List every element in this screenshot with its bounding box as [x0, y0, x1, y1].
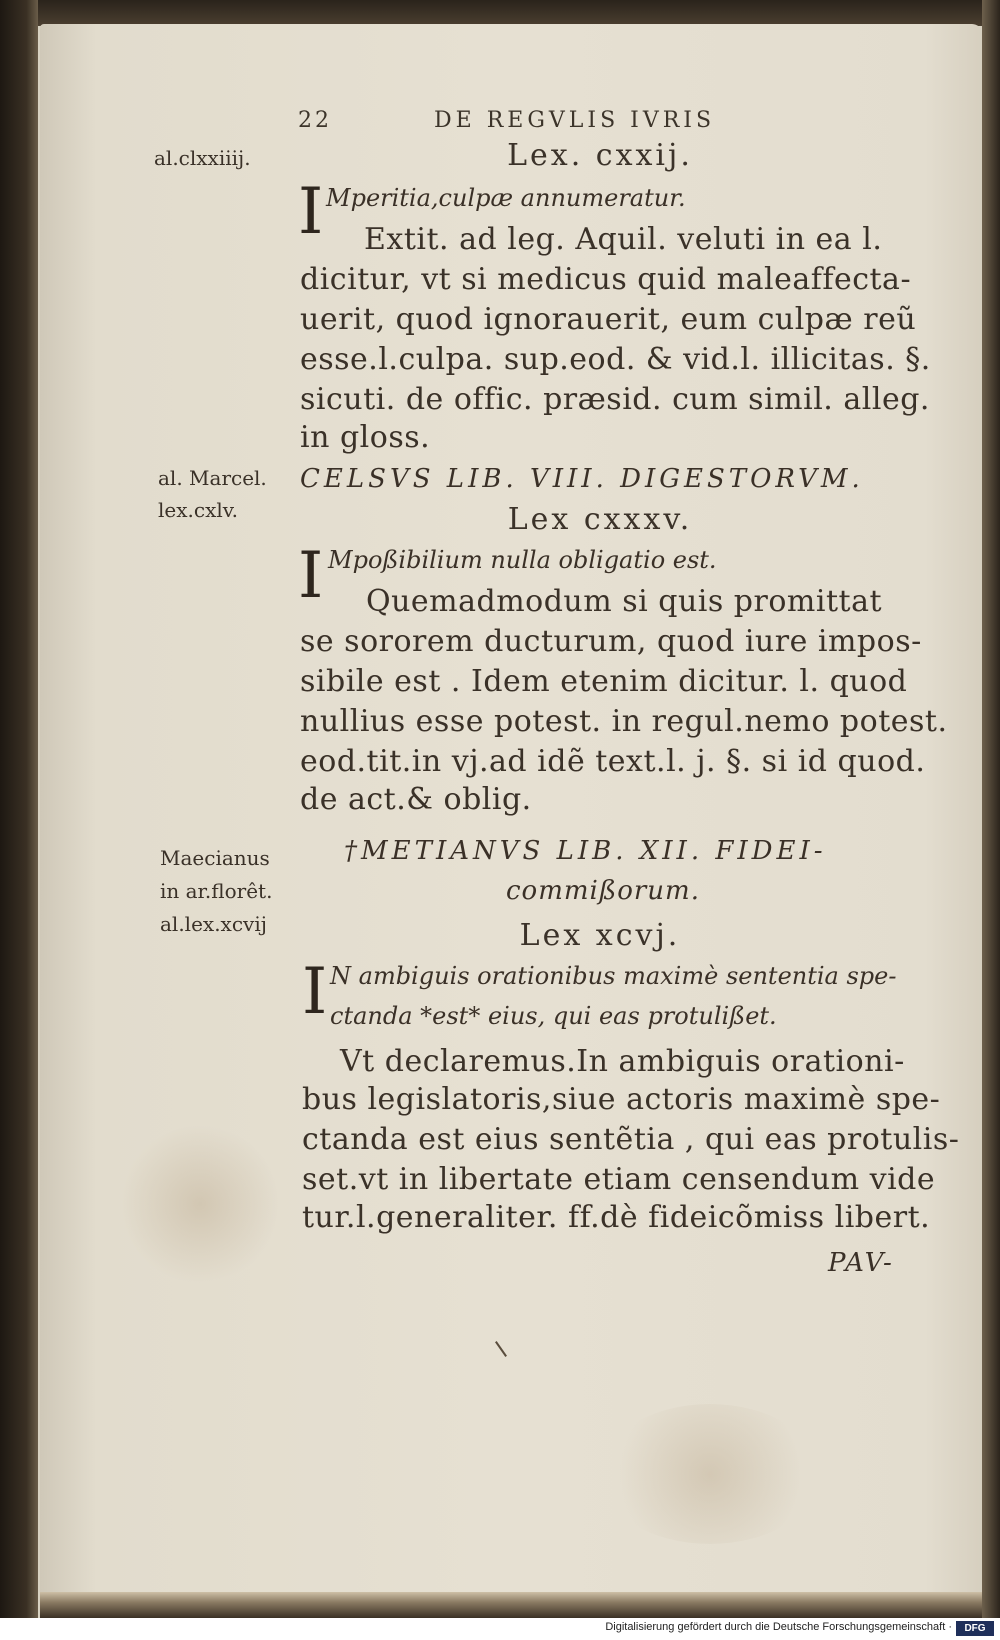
text-line: in gloss.	[300, 420, 431, 455]
text-line: Quemadmodum si quis promittat	[366, 584, 883, 619]
text-line: sibile est . Idem etenim dicitur. l. quod	[300, 664, 908, 699]
lex-heading: Lex cxxxv.	[507, 502, 693, 537]
margin-note: al. Marcel.	[158, 466, 267, 490]
text-line: se sororem ducturum, quod iure impos-	[300, 624, 922, 659]
book-top-edge	[0, 0, 1000, 26]
drop-cap: I	[302, 955, 328, 1029]
drop-cap: I	[298, 175, 324, 249]
margin-note: in ar.florêt.	[160, 879, 273, 903]
text-line: dicitur, vt si medicus quid maleaffecta-	[300, 262, 912, 297]
lex-rubric-continued: ctanda *est* eius, qui eas protulißet.	[330, 1002, 777, 1030]
text-line: tur.l.generaliter. ff.dè fideicõmiss libert.	[302, 1200, 931, 1235]
text-line: ctanda est eius sentẽtia , qui eas protulis-	[302, 1122, 960, 1157]
book-right-edge	[982, 0, 1000, 1618]
text-line: uerit, quod ignorauerit, eum culpæ reũ	[300, 302, 917, 337]
lex-rubric: Mpoßibilium nulla obligatio est.	[328, 546, 717, 574]
lex-rubric: Mperitia,culpæ annumeratur.	[326, 184, 686, 212]
lex-rubric: N ambiguis orationibus maximè sententia spe-	[330, 962, 897, 990]
catchword: PAV-	[828, 1248, 894, 1278]
margin-note: al.lex.xcvij	[160, 912, 267, 936]
author-heading: CELSVS LIB. VIII. DIGESTORVM.	[300, 464, 864, 494]
margin-note: lex.cxlv.	[158, 498, 239, 522]
page-stain	[120, 1124, 280, 1284]
author-heading-continued: commißorum.	[506, 876, 700, 906]
author-heading: †METIANVS LIB. XII. FIDEI-	[344, 836, 827, 866]
lex-heading: Lex xcvj.	[519, 918, 681, 953]
text-line: sicuti. de offic. præsid. cum simil. alleg.	[300, 382, 930, 417]
book-binding	[0, 0, 38, 1618]
text-line: de act.& oblig.	[300, 782, 532, 817]
running-title: DE REGVLIS IVRIS	[434, 108, 716, 133]
margin-note: al.clxxiiij.	[154, 146, 251, 170]
text-line: Extit. ad leg. Aquil. veluti in ea l.	[364, 222, 883, 257]
text-line: bus legislatoris,siue actoris maximè spe-	[302, 1082, 941, 1117]
text-line: Vt declaremus.In ambiguis orationi-	[340, 1044, 905, 1079]
page-number: 22	[298, 108, 332, 133]
page-bottom-edge	[40, 1592, 982, 1618]
text-line: set.vt in libertate etiam censendum vide	[302, 1162, 936, 1197]
margin-note: Maecianus	[160, 846, 270, 870]
drop-cap: I	[298, 539, 324, 613]
digitization-footer	[0, 1618, 1000, 1640]
page-stain	[600, 1404, 820, 1544]
text-line: nullius esse potest. in regul.nemo potest.	[300, 704, 948, 739]
footer-credit: Digitalisierung gefördert durch die Deutsche Forschungsgemeinschaft ·	[605, 1621, 952, 1633]
lex-heading: Lex. cxxij.	[507, 138, 693, 173]
text-line: esse.l.culpa. sup.eod. & vid.l. illicitas. §.	[300, 342, 931, 377]
text-line: eod.tit.in vj.ad idẽ text.l. j. §. si id quod.	[300, 744, 926, 779]
dfg-logo: DFG	[956, 1621, 994, 1636]
